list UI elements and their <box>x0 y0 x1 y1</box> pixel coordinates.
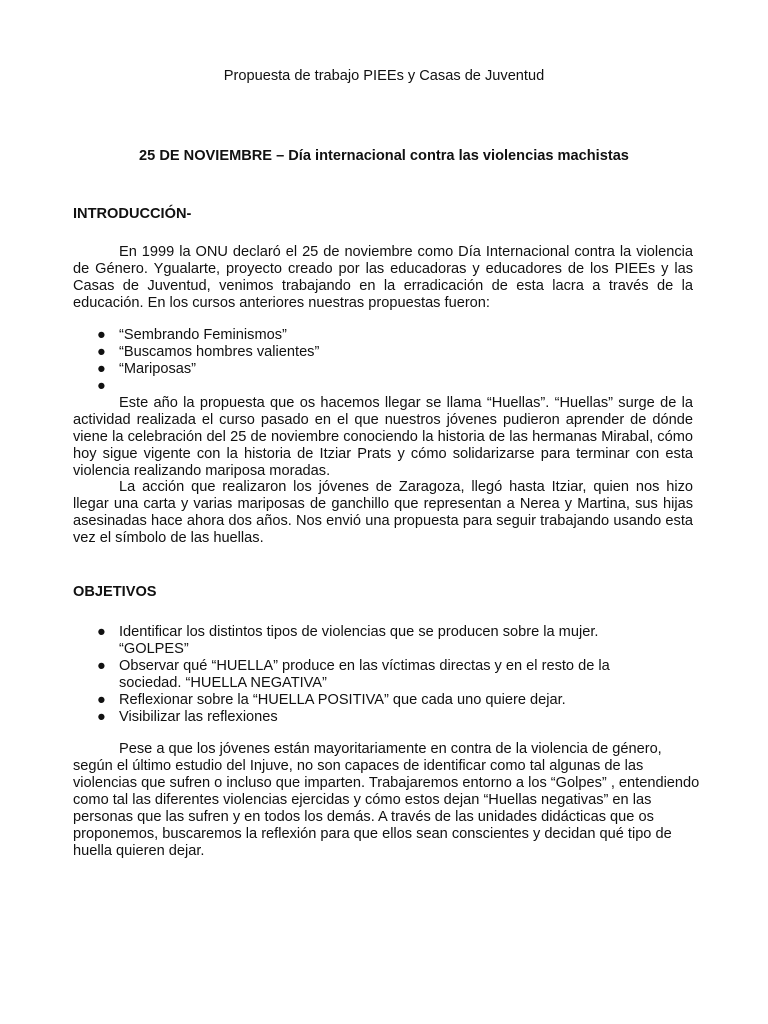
list-item <box>73 378 693 395</box>
bullet-icon: ● <box>97 344 106 360</box>
bullet-icon: ● <box>97 361 106 377</box>
closing-paragraph: Pese a que los jóvenes están mayoritariamente en contra de la violencia de género, según el último estudio del Injuve, no son capaces de identificar como tal algunas de las violencias que sufren o incluso que imparten. Trabajaremos entorno a los “Golpes” , entendiendo como tal las diferentes violencias ejercidas y cómo estos dejan “Huellas negativas” en las personas que las sufren y en todos los demás. A través de las unidades didácticas que os proponemos, buscaremos la reflexión para que ellos sean conscientes y decidan qué tipo de huella quieren dejar. <box>73 741 700 859</box>
list-item-text: “Mariposas” <box>119 361 197 377</box>
list-item-text: Reflexionar sobre la “HUELLA POSITIVA” que cada uno quiere dejar. <box>119 692 566 708</box>
list-item <box>73 709 663 726</box>
bullet-icon: ● <box>97 624 106 640</box>
list-item <box>73 692 663 709</box>
bullet-icon: ● <box>97 378 106 394</box>
intro-paragraph-1: En 1999 la ONU declaró el 25 de noviembre como Día Internacional contra la violencia de Género. Ygualarte, proyecto creado por las educadoras y educadores de los PIEEs y las Casas de Juventud, venimos trabajando en la erradicación de esta lacra a través de la educación. En los cursos anteriores nuestras propuestas fueron: <box>73 244 693 311</box>
bullet-icon: ● <box>97 709 106 725</box>
list-item <box>73 327 693 344</box>
list-item <box>73 344 693 361</box>
document-header: Propuesta de trabajo PIEEs y Casas de Juventud <box>223 68 545 84</box>
intro-heading: INTRODUCCIÓN- <box>73 206 192 222</box>
document-title: 25 DE NOVIEMBRE – Día internacional contra las violencias machistas <box>139 148 629 164</box>
list-item-text: “Buscamos hombres valientes” <box>119 344 320 360</box>
list-item-text: Observar qué “HUELLA” produce en las víctimas directas y en el resto de la sociedad. “HUELLA NEGATIVA” <box>119 658 610 691</box>
objectives-heading: OBJETIVOS <box>73 584 157 600</box>
bullet-icon: ● <box>97 692 106 708</box>
list-item <box>73 658 663 692</box>
list-item-text: Identificar los distintos tipos de violencias que se producen sobre la mujer. “GOLPES” <box>119 624 599 657</box>
list-item-text: “Sembrando Feminismos” <box>119 327 287 343</box>
bullet-icon: ● <box>97 327 106 343</box>
past-proposals-list <box>73 327 693 395</box>
objectives-list <box>73 624 663 726</box>
list-item <box>73 361 693 378</box>
intro-paragraph-2: Este año la propuesta que os hacemos llegar se llama “Huellas”. “Huellas” surge de la actividad realizada el curso pasado en el que nuestros jóvenes pudieron aprender de dónde viene la celebración del 25 de noviembre conociendo la historia de las hermanas Mirabal, cómo hoy sigue vigente con la historia de Itziar Prats y cómo solidarizarse para terminar con esta violencia realizando mariposa moradas. <box>73 395 693 479</box>
bullet-icon: ● <box>97 658 106 674</box>
list-item <box>73 624 663 658</box>
list-item-text: Visibilizar las reflexiones <box>119 709 278 725</box>
intro-paragraph-3: La acción que realizaron los jóvenes de Zaragoza, llegó hasta Itziar, quien nos hizo llegar una carta y varias mariposas de ganchillo que representan a Nerea y Martina, sus hijas asesinadas hace ahora dos años. Nos envió una propuesta para seguir trabajando usando esta vez el símbolo de las huellas. <box>73 479 693 546</box>
